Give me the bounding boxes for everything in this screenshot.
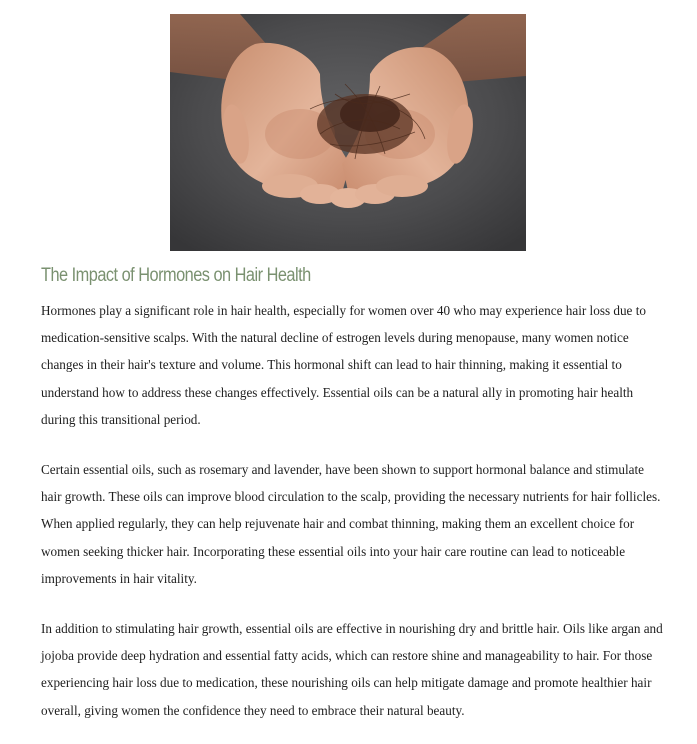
article-paragraph-2: Certain essential oils, such as rosemary and lavender, have been shown to support hormonal balance and stimulate hair growth. These oils can improve blood circulation to the scalp, providing the necessary nutrients for hair follicles. When applied regularly, they can help rejuvenate hair and combat thinning, making them an excellent choice for women seeking thicker hair. Incorporating these essential oils into your hair care routine can lead to noticeable improvements in hair vitality. (41, 462, 661, 586)
article-title: The Impact of Hormones on Hair Health (41, 265, 311, 286)
hair-loss-photo (170, 14, 526, 251)
hands-holding-hair-illustration (170, 14, 526, 251)
article-paragraph-1: Hormones play a significant role in hair health, especially for women over 40 who may experience hair loss due to medication-sensitive scalps. With the natural decline of estrogen levels during menopause, many women notice changes in their hair's texture and volume. This hormonal shift can lead to hair thinning, making it essential to understand how to address these changes effectively. Essential oils can be a natural ally in promoting hair health during this transitional period. (41, 303, 646, 427)
article-paragraph-3: In addition to stimulating hair growth, essential oils are effective in nourishing dry and brittle hair. Oils like argan and jojoba provide deep hydration and essential fatty acids, which can restore shine and manageability to hair. For those experiencing hair loss due to medication, these nourishing oils can help mitigate damage and promote healthier hair overall, giving women the confidence they need to embrace their natural beauty. (41, 621, 663, 718)
